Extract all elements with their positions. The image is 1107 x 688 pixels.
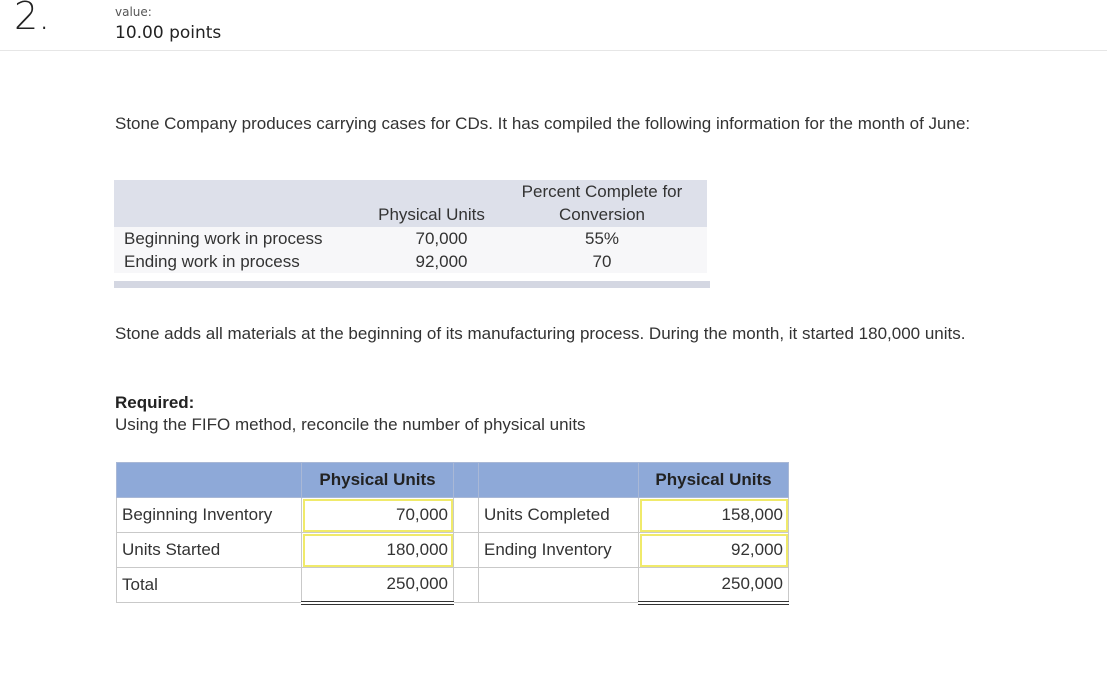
answer-row — [117, 533, 789, 568]
total-left-value: 250,000 — [302, 568, 454, 603]
info-row-label: Beginning work in process — [124, 229, 323, 248]
answer-table — [116, 462, 789, 605]
header-spacer — [454, 463, 479, 498]
required-text: Using the FIFO method, reconcile the number of physical units — [115, 415, 586, 434]
row-label-left: Units Started — [117, 533, 302, 568]
info-row-beginning — [114, 227, 707, 250]
required-title: Required: — [115, 393, 195, 412]
header-blank-right — [479, 463, 639, 498]
header-divider — [0, 50, 1107, 51]
value-label: value: — [115, 5, 152, 19]
units-completed-input[interactable]: 158,000 — [639, 498, 789, 533]
intro-paragraph: Stone Company produces carrying cases for CDs. It has compiled the following information for the month of June: — [115, 114, 971, 133]
answer-header-row — [117, 463, 789, 498]
info-row-pct: 55% — [584, 229, 620, 248]
info-header-pct-line2: Conversion — [559, 205, 645, 224]
header-physical-units-left: Physical Units — [302, 463, 454, 498]
points-value: 10.00 points — [115, 23, 222, 43]
units-started-input[interactable]: 180,000 — [302, 533, 454, 568]
info-row-units: 70,000 — [415, 229, 468, 248]
header-physical-units-right: Physical Units — [639, 463, 789, 498]
info-table-footer-bar — [114, 281, 710, 288]
row-label-left: Beginning Inventory — [117, 498, 302, 533]
info-row-pct: 70 — [592, 252, 612, 271]
info-row-label: Ending work in process — [124, 252, 300, 271]
row-label-right: Units Completed — [479, 498, 639, 533]
answer-total-row — [117, 568, 789, 603]
answer-row — [117, 498, 789, 533]
row-label-right — [479, 568, 639, 603]
row-label-left: Total — [117, 568, 302, 603]
info-table-header — [114, 180, 707, 227]
total-right-value: 250,000 — [639, 568, 789, 603]
question-number: 2. — [14, 0, 51, 38]
spacer-cell — [454, 533, 479, 568]
ending-inventory-input[interactable]: 92,000 — [639, 533, 789, 568]
process-paragraph: Stone adds all materials at the beginning of its manufacturing process. During the month, it started 180,000 units. — [115, 324, 966, 343]
info-row-units: 92,000 — [415, 252, 468, 271]
spacer-cell — [454, 498, 479, 533]
spacer-cell — [454, 568, 479, 603]
info-row-ending — [114, 250, 707, 273]
row-label-right: Ending Inventory — [479, 533, 639, 568]
info-table — [114, 180, 707, 273]
info-header-pct-line1: Percent Complete for — [521, 182, 683, 201]
beginning-inventory-input[interactable]: 70,000 — [302, 498, 454, 533]
header-blank — [117, 463, 302, 498]
info-header-units: Physical Units — [378, 205, 485, 224]
